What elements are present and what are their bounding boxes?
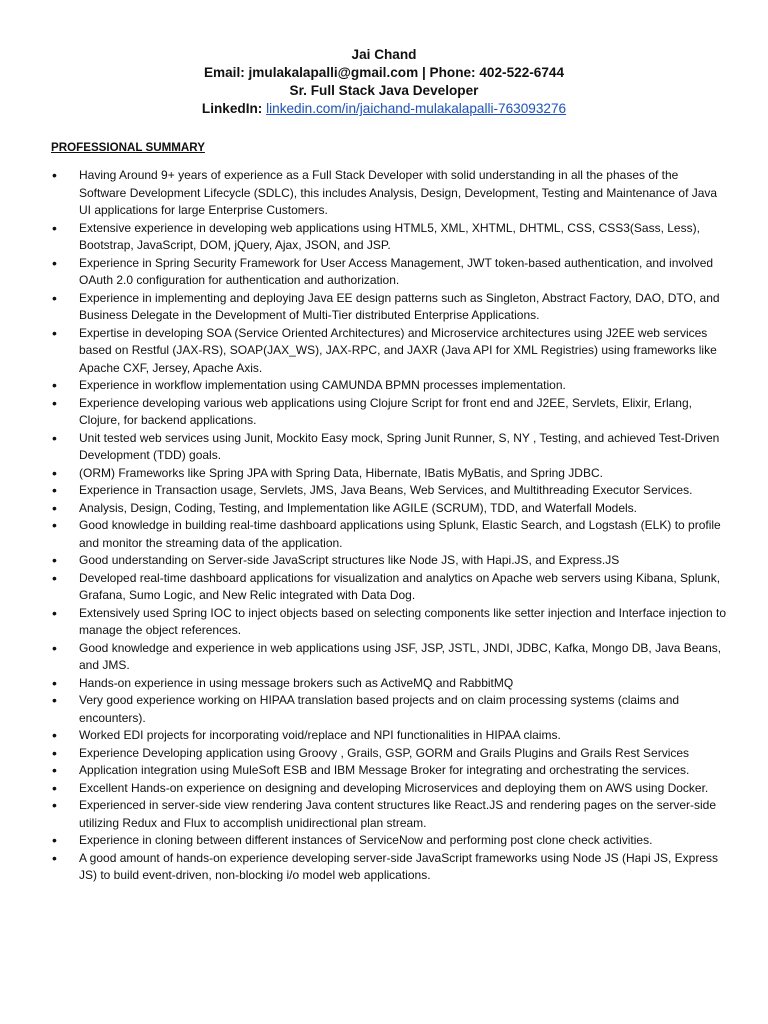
summary-item-text: Hands-on experience in using message brokers such as ActiveMQ and RabbitMQ xyxy=(79,675,514,690)
summary-item-text: Having Around 9+ years of experience as a Full Stack Developer with solid understanding in all the phases of the Software Development Lifecycle (SDLC), this includes Analysis, Design, Development, Testing and Maintenance of Java UI applications for large Enterprise Customers. xyxy=(79,168,718,217)
summary-item xyxy=(0,167,768,220)
bullet-icon: • xyxy=(52,779,57,796)
summary-item xyxy=(0,570,768,605)
summary-item-text: Experienced in server-side view rendering Java content structures like React.JS and rendering pages on the server-side utilizing Redux and Flux to accomplish unidirectional plan stream. xyxy=(79,798,716,830)
bullet-icon: • xyxy=(52,394,57,411)
summary-item xyxy=(0,780,768,798)
bullet-icon: • xyxy=(52,517,57,533)
summary-item xyxy=(0,850,768,885)
bullet-icon: • xyxy=(52,639,57,656)
summary-item-text: Excellent Hands-on experience on designing and developing Microservices and deploying them on AWS using Docker. xyxy=(79,780,709,795)
bullet-icon: • xyxy=(52,604,57,621)
summary-item-text: Good knowledge and experience in web applications using JSF, JSP, JSTL, JNDI, JDBC, Kafka, Mongo DB, Java Beans, and JMS. xyxy=(79,640,722,672)
candidate-name: Jai Chand xyxy=(351,47,417,62)
linkedin-link[interactable]: linkedin.com/in/jaichand-mulakalapalli-763093276 xyxy=(266,101,567,116)
summary-item-text: Application integration using MuleSoft ESB and IBM Message Broker for integrating and orchestrating the services. xyxy=(79,763,690,777)
summary-item xyxy=(0,517,768,552)
bullet-icon: • xyxy=(52,324,57,341)
summary-item xyxy=(0,482,768,500)
summary-item xyxy=(0,500,768,518)
summary-item xyxy=(0,395,768,430)
summary-item xyxy=(0,220,768,255)
bullet-icon: • xyxy=(52,692,57,708)
summary-item-text: Experience developing various web applications using Clojure Script for front end and J2EE, Servlets, Elixir, Erlang, Clojure, for backend applications. xyxy=(79,395,692,427)
summary-item xyxy=(0,692,768,727)
bullet-icon: • xyxy=(52,167,57,183)
summary-item xyxy=(0,640,768,675)
bullet-icon: • xyxy=(52,482,57,498)
summary-item xyxy=(0,377,768,395)
summary-item-text: Very good experience working on HIPAA translation based projects and on claim processing systems (claims and encounters). xyxy=(79,693,680,725)
summary-item-text: Extensively used Spring IOC to inject objects based on selecting components like setter injection and Interface injection to manage the object references. xyxy=(79,605,727,637)
summary-item-text: Experience in Transaction usage, Servlets, JMS, Java Beans, Web Services, and Multithreading Executor Services. xyxy=(79,483,693,497)
bullet-icon: • xyxy=(52,254,57,271)
bullet-icon: • xyxy=(52,744,57,761)
summary-item xyxy=(0,675,768,693)
bullet-icon: • xyxy=(52,762,57,778)
bullet-icon: • xyxy=(52,464,57,481)
summary-item-text: Experience Developing application using Groovy , Grails, GSP, GORM and Grails Plugins and Grails Rest Services xyxy=(79,745,690,760)
job-title: Sr. Full Stack Java Developer xyxy=(289,83,479,98)
summary-item xyxy=(0,797,768,832)
bullet-icon: • xyxy=(52,674,57,691)
summary-list xyxy=(0,167,768,885)
summary-item-text: Experience in implementing and deploying Java EE design patterns such as Singleton, Abstract Factory, DAO, DTO, and Business Delegate in the Development of Multi-Tier distributed Enterprise Applications. xyxy=(79,290,720,322)
bullet-icon: • xyxy=(52,219,57,236)
summary-item-text: Worked EDI projects for incorporating void/replace and NPI functionalities in HIPAA claims. xyxy=(79,728,561,742)
summary-item xyxy=(0,325,768,378)
summary-item-text: Expertise in developing SOA (Service Oriented Architectures) and Microservice architectures using J2EE web services based on Restful (JAX-RS), SOAP(JAX_WS), JAX-RPC, and JAXR (Java API for XML Registries) using frameworks like Apache CXF, Jersey, Apache Axis. xyxy=(79,325,717,375)
summary-item-text: Analysis, Design, Coding, Testing, and Implementation like AGILE (SCRUM), TDD, and Waterfall Models. xyxy=(79,500,638,515)
bullet-icon: • xyxy=(52,499,57,516)
summary-item xyxy=(0,832,768,850)
summary-item xyxy=(0,605,768,640)
bullet-icon: • xyxy=(52,797,57,813)
summary-item-text: Good understanding on Server-side JavaScript structures like Node JS, with Hapi.JS, and Express.JS xyxy=(79,553,620,567)
bullet-icon: • xyxy=(52,569,57,586)
summary-item-text: A good amount of hands-on experience developing server-side JavaScript frameworks using Node JS (Hapi JS, Express JS) to build event-driven, non-blocking i/o model web applications. xyxy=(79,850,718,882)
summary-item-text: Unit tested web services using Junit, Mockito Easy mock, Spring Junit Runner, S, NY , Testing, and achieved Test-Driven Development (TDD) goals. xyxy=(79,430,720,462)
summary-item-text: Extensive experience in developing web applications using HTML5, XML, XHTML, DHTML, CSS, CSS3(Sass, Less), Bootstrap, JavaScript, DOM, jQuery, Ajax, JSON, and JSP. xyxy=(79,220,700,252)
summary-item-text: Good knowledge in building real-time dashboard applications using Splunk, Elastic Search, and Logstash (ELK) to profile and monitor the streaming data of the application. xyxy=(79,518,721,550)
bullet-icon: • xyxy=(52,552,57,568)
bullet-icon: • xyxy=(52,727,57,743)
summary-item xyxy=(0,465,768,483)
section-title-professional-summary: PROFESSIONAL SUMMARY xyxy=(51,141,205,154)
bullet-icon: • xyxy=(52,849,57,866)
linkedin-label: LinkedIn: xyxy=(201,101,263,116)
summary-item xyxy=(0,552,768,570)
contact-line: Email: jmulakalapalli@gmail.com | Phone: 402-522-6744 xyxy=(203,65,565,80)
bullet-icon: • xyxy=(52,832,57,848)
summary-item xyxy=(0,290,768,325)
summary-item xyxy=(0,430,768,465)
summary-item-text: Experience in workflow implementation using CAMUNDA BPMN processes implementation. xyxy=(79,378,566,392)
resume-header xyxy=(0,46,768,118)
bullet-icon: • xyxy=(52,377,57,393)
summary-item xyxy=(0,255,768,290)
summary-item xyxy=(0,745,768,763)
summary-item xyxy=(0,727,768,745)
summary-item-text: Experience in cloning between different instances of ServiceNow and performing post clone check activities. xyxy=(79,833,653,847)
summary-item-text: (ORM) Frameworks like Spring JPA with Spring Data, Hibernate, IBatis MyBatis, and Spring JDBC. xyxy=(79,465,603,480)
linkedin-line xyxy=(0,100,768,118)
summary-item-text: Experience in Spring Security Framework for User Access Management, JWT token-based authentication, and involved OAuth 2.0 configuration for authentication and authorization. xyxy=(79,255,714,287)
bullet-icon: • xyxy=(52,289,57,306)
summary-item xyxy=(0,762,768,780)
summary-item-text: Developed real-time dashboard applications for visualization and analytics on Apache web servers using Kibana, Splunk, Grafana, Sumo Logic, and New Relic integrated with Data Dog. xyxy=(79,570,721,602)
bullet-icon: • xyxy=(52,429,57,446)
